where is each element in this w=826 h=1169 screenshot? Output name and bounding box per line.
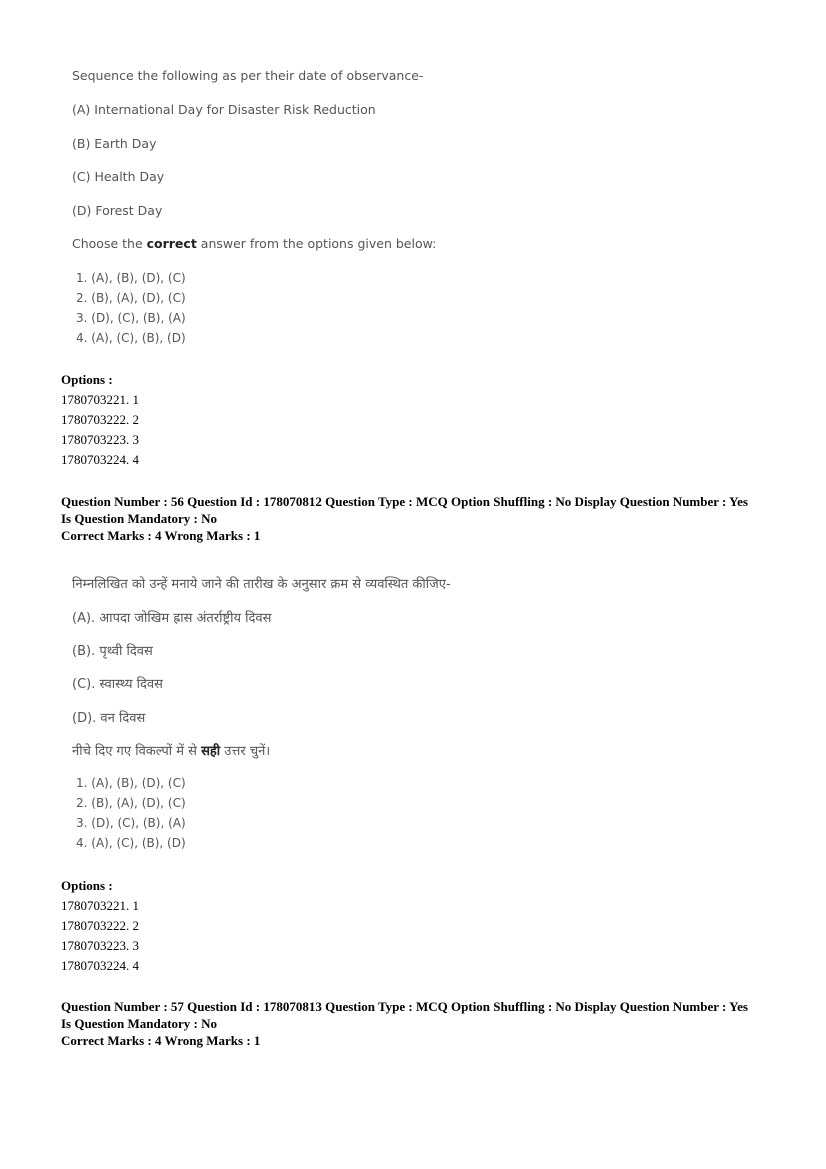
marks-line: Correct Marks : 4 Wrong Marks : 1: [61, 1033, 261, 1048]
question-55-options: [61, 370, 139, 470]
item-c: (C). स्वास्थ्य दिवस: [72, 677, 163, 692]
instruction: नीचे दिए गए विकल्पों में से सही उत्तर चुनें।: [72, 744, 271, 759]
option-4: 1780703224. 4: [61, 452, 139, 467]
item-d: (D). वन दिवस: [72, 711, 146, 726]
choice-1: 1. (A), (B), (D), (C): [76, 271, 186, 285]
option-4: 1780703224. 4: [61, 958, 139, 973]
item-b: (B) Earth Day: [72, 136, 157, 151]
options-label: Options :: [61, 372, 113, 387]
choice-2: 2. (B), (A), (D), (C): [76, 796, 186, 810]
mandatory-line: Is Question Mandatory : No: [61, 1016, 218, 1031]
choice-3: 3. (D), (C), (B), (A): [76, 816, 186, 830]
item-a: (A). आपदा जोखिम ह्रास अंतर्राष्ट्रीय दिवस: [72, 611, 272, 626]
item-b: (B). पृथ्वी दिवस: [72, 644, 153, 659]
choice-3: 3. (D), (C), (B), (A): [76, 311, 186, 325]
mandatory-line: Is Question Mandatory : No: [61, 511, 218, 526]
question-meta-line: Question Number : 56 Question Id : 178070812 Question Type : MCQ Option Shuffling : No Display Question Number : Yes: [61, 494, 748, 509]
choice-2: 2. (B), (A), (D), (C): [76, 291, 186, 305]
question-stem: Sequence the following as per their date of observance-: [72, 68, 424, 83]
option-2: 1780703222. 2: [61, 918, 139, 933]
marks-line: Correct Marks : 4 Wrong Marks : 1: [61, 528, 261, 543]
item-d: (D) Forest Day: [72, 203, 163, 218]
question-56-options: [61, 876, 139, 976]
instruction: Choose the correct answer from the options given below:: [72, 236, 437, 251]
option-3: 1780703223. 3: [61, 432, 139, 447]
question-stem: निम्नलिखित को उन्हें मनाये जाने की तारीख के अनुसार क्रम से व्यवस्थित कीजिए-: [72, 577, 451, 592]
question-56-meta: [61, 493, 748, 544]
item-a: (A) International Day for Disaster Risk Reduction: [72, 102, 376, 117]
option-1: 1780703221. 1: [61, 898, 139, 913]
choice-1: 1. (A), (B), (D), (C): [76, 776, 186, 790]
question-meta-line: Question Number : 57 Question Id : 178070813 Question Type : MCQ Option Shuffling : No Display Question Number : Yes: [61, 999, 748, 1014]
question-57-meta: [61, 998, 748, 1049]
item-c: (C) Health Day: [72, 169, 165, 184]
option-1: 1780703221. 1: [61, 392, 139, 407]
choice-4: 4. (A), (C), (B), (D): [76, 836, 186, 850]
choice-4: 4. (A), (C), (B), (D): [76, 331, 186, 345]
options-label: Options :: [61, 878, 113, 893]
option-2: 1780703222. 2: [61, 412, 139, 427]
option-3: 1780703223. 3: [61, 938, 139, 953]
